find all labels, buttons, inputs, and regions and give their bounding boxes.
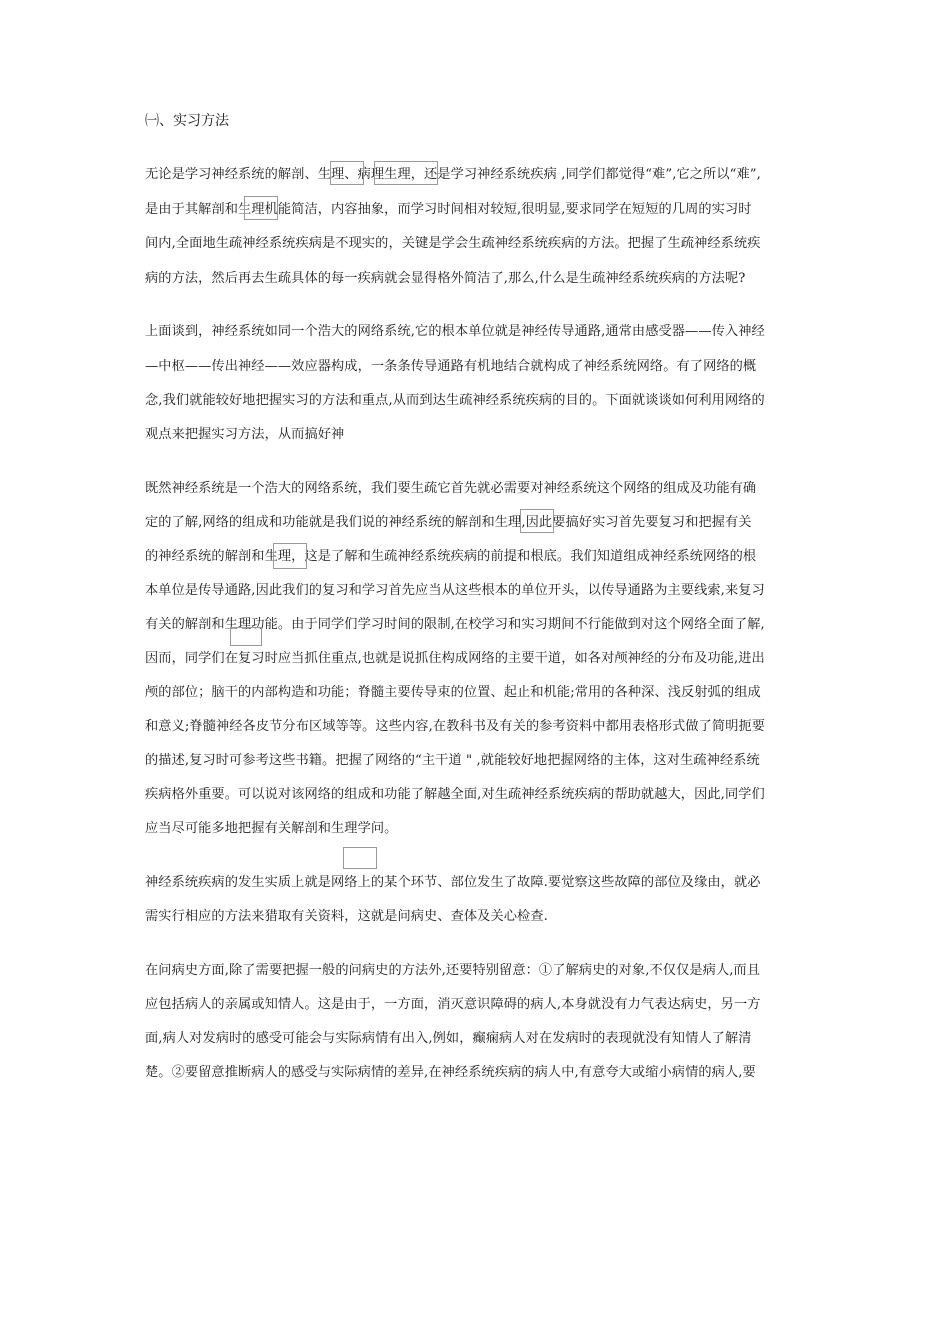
paragraph-2-line-2: —中枢——传出神经——效应器构成，一条条传导通路有机地结合就构成了神经系统网络。有了网络的概 xyxy=(145,359,757,374)
annotation-box xyxy=(244,196,278,220)
paragraph-5-line-4: 楚。②要留意推断病人的感受与实际病情的差异,在神经系统疾病的病人中,有意夸大或缩小病情的病人,要 xyxy=(145,1065,756,1080)
paragraph-4-line-2: 需实行相应的方法来猎取有关资料，这就是问病史、查体及关心检查. xyxy=(145,909,548,924)
paragraph-5-line-3: 面,病人对发病时的感受可能会与实际病情有出入,例如，癫痫病人对在发病时的表现就没有知情人了解清 xyxy=(145,1031,752,1046)
paragraph-3-line-3: 的神经系统的解剖和生理，这是了解和生疏神经系统疾病的前提和根底。我们知道组成神经系统网络的根 xyxy=(145,549,757,564)
annotation-box xyxy=(230,627,262,646)
paragraph-3-line-7: 颅的部位；脑干的内部构造和功能；脊髓主要传导束的位置、起止和机能;常用的各种深、浅反射弧的组成 xyxy=(145,685,761,700)
section-heading: ㈠、实习方法 xyxy=(145,113,229,129)
paragraph-1-line-2: 是由于其解剖和生理机能简洁，内容抽象，而学习时间相对较短,很明显,要求同学在短短的几周的实习时 xyxy=(145,202,752,217)
annotation-box xyxy=(273,543,307,569)
annotation-box xyxy=(374,161,438,185)
paragraph-2-line-4: 观点来把握实习方法，从而搞好神 xyxy=(145,427,345,442)
paragraph-1-line-3: 间内,全面地生疏神经系统疾病是不现实的，关键是学会生疏神经系统疾病的方法。把握了生疏神经系统疾 xyxy=(145,236,761,251)
paragraph-3-line-10: 疾病格外重要。可以说对该网络的组成和功能了解越全面,对生疏神经系统疾病的帮助就越大，因此,同学们 xyxy=(145,787,765,802)
paragraph-3-line-2: 定的了解,网络的组成和功能就是我们说的神经系统的解剖和生理,因此要搞好实习首先要复习和把握有关 xyxy=(145,515,752,530)
paragraph-3-line-4: 本单位是传导通路,因此我们的复习和学习首先应当从这些根本的单位开头，以传导通路为主要线索,来复习 xyxy=(145,583,765,598)
annotation-box xyxy=(330,161,364,185)
paragraph-4-line-1: 神经系统疾病的发生实质上就是网络上的某个环节、部位发生了故障.要觉察这些故障的部位及缘由，就必 xyxy=(145,875,761,890)
annotation-box xyxy=(343,847,377,869)
paragraph-5-line-1: 在问病史方面,除了需要把握一般的问病史的方法外,还要特别留意：①了解病史的对象,不仅仅是病人,而且 xyxy=(145,963,761,978)
paragraph-3-line-9: 的描述,复习时可参考这些书籍。把握了网络的“主干道 " ,就能较好地把握网络的主体，这对生疏神经系统 xyxy=(145,753,760,768)
paragraph-3-line-5: 有关的解剖和生理功能。由于同学们学习时间的限制,在校学习和实习期间不行能做到对这个网络全面了解, xyxy=(145,617,765,632)
paragraph-1-line-4: 病的方法，然后再去生疏具体的每一疾病就会显得格外简洁了,那么,什么是生疏神经系统疾病的方法呢? xyxy=(145,271,746,286)
paragraph-5-line-2: 应包括病人的亲属或知情人。这是由于，一方面，消灭意识障碍的病人,本身就没有力气表达病史，另一方 xyxy=(145,997,761,1012)
paragraph-3-line-8: 和意义;脊髓神经各皮节分布区域等等。这些内容,在教科书及有关的参考资料中都用表格形式做了简明扼要 xyxy=(145,719,766,734)
paragraph-3-line-11: 应当尽可能多地把握有关解剖和生理学问。 xyxy=(145,821,398,836)
paragraph-2-line-3: 念,我们就能较好地把握实习的方法和重点,从而到达生疏神经系统疾病的目的。下面就谈谈如何利用网络的 xyxy=(145,393,765,408)
annotation-box xyxy=(520,509,554,533)
paragraph-1-line-1: 无论是学习神经系统的解剖、生理、病理生理，还是学习神经系统疾病 ,同学们都觉得“难”,它之所以“难”, xyxy=(145,167,761,182)
paragraph-2-line-1: 上面谈到，神经系统如同一个浩大的网络系统,它的根本单位就是神经传导通路,通常由感受器——传入神经 xyxy=(145,324,765,339)
paragraph-3-line-1: 既然神经系统是一个浩大的网络系统，我们要生疏它首先就必需要对神经系统这个网络的组成及功能有确 xyxy=(145,481,757,496)
paragraph-3-line-6: 因而，同学们在复习时应当抓住重点,也就是说抓住构成网络的主要干道，如各对颅神经的分布及功能,进出 xyxy=(145,651,765,666)
